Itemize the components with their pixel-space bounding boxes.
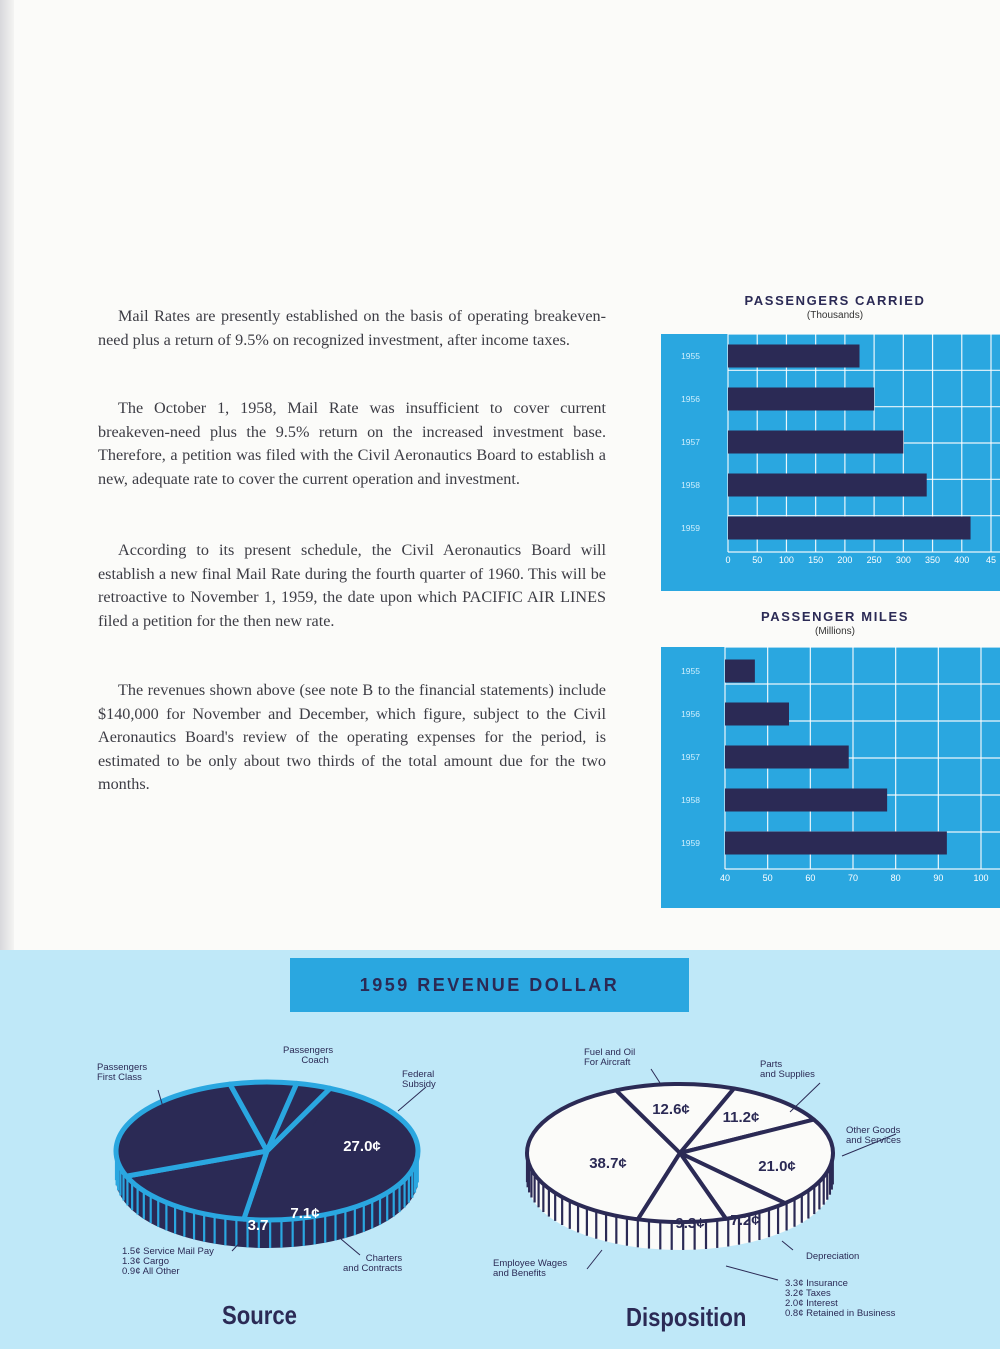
passenger-miles-chart [661,647,1000,908]
passenger-miles-year-label: 1955 [681,666,700,676]
source-pie-value-label: 7.1¢ [290,1205,320,1222]
paragraph-revenues: The revenues shown above (see note B to the financial statements) include $140,000 for November and December, which figure, subject to the Civil Aeronautics Board's review of the operating expenses for the period, is estimated to be only about two thirds of the total amount due for the two months. [98,681,606,793]
passenger-miles-year-label: 1956 [681,709,700,719]
paragraph-schedule: According to its present schedule, the Civil Aeronautics Board will establish a new final Mail Rate during the fourth quarter of 1960. This will be retroactive to November 1, 1959, the date upon which PACIFIC AIR LINES filed a petition for the then new rate. [98,541,606,630]
label-first-class: Passengers First Class [97,1062,148,1083]
passengers-carried-x-tick: 50 [752,555,763,565]
passenger-miles-bar-1956 [725,703,789,726]
label-fuel: Fuel and Oil For Aircraft [584,1047,636,1068]
label-other-revenue: 1.5¢ Service Mail Pay 1.3¢ Cargo 0.9¢ All Other [122,1246,214,1277]
passenger-miles-x-tick: 50 [762,873,773,883]
passenger-miles-bar-1957 [725,746,849,769]
passengers-carried-bar-1957 [728,431,903,454]
label-charters: Charters and Contracts [343,1253,403,1274]
leader-line [790,1083,820,1112]
passenger-miles-bar-1959 [725,832,947,855]
disposition-pie-value-label: 11.2¢ [722,1109,760,1126]
passengers-carried-panel [661,334,1000,591]
passengers-carried-x-tick: 250 [866,555,882,565]
passengers-carried-chart [661,334,1000,591]
disposition-title: Disposition [626,1302,747,1332]
passengers-carried-year-label: 1957 [681,437,700,447]
passengers-carried-bar-1958 [728,474,927,497]
revenue-dollar-banner: 1959 REVENUE DOLLAR [290,958,689,1012]
passenger-miles-year-label: 1959 [681,838,700,848]
passenger-miles-bar-1955 [725,660,755,683]
passenger-miles-panel [661,647,1000,908]
passenger-miles-x-tick: 90 [933,873,944,883]
passenger-miles-x-tick: 100 [973,873,989,883]
passengers-carried-bar-1956 [728,388,874,411]
leader-line [726,1266,778,1280]
passengers-carried-x-tick: 300 [895,555,911,565]
passenger-miles-subtitle: (Millions) [815,626,855,637]
passenger-miles-title: PASSENGER MILES [760,609,909,624]
passengers-carried-x-tick: 0 [725,555,731,565]
passengers-carried-year-label: 1958 [681,480,700,490]
source-title: Source [222,1300,297,1330]
disposition-pie-value-label: 9.3¢ [675,1215,705,1232]
disposition-pie-value-label: 7.2¢ [730,1212,760,1229]
label-depreciation: Depreciation [806,1251,860,1262]
paragraph-october-rate: The October 1, 1958, Mail Rate was insufficient to cover current breakeven-need plus the 9.5% return on the increased investment base. Therefore, a petition was filed with the Civil Aeronautics Board to establish a new, adequate rate to cover the current operation and investment. [98,399,606,488]
passengers-carried-year-label: 1955 [681,351,700,361]
passengers-carried-subtitle: (Thousands) [806,310,864,321]
passenger-miles-bar-1958 [725,789,887,812]
label-coach: Passengers Coach [283,1045,334,1066]
disposition-pie-value-label: 21.0¢ [758,1158,796,1175]
label-parts: Parts and Supplies [760,1059,815,1080]
passenger-miles-x-tick: 80 [890,873,901,883]
passengers-carried-title: PASSENGERS CARRIED [744,293,926,308]
label-other-goods: Other Goods and Services [846,1125,901,1146]
passengers-carried-x-tick: 200 [837,555,853,565]
leader-line [341,1239,360,1255]
passengers-carried-x-tick: 350 [925,555,941,565]
disposition-pie-value-label: 38.7¢ [589,1155,627,1172]
leader-line [587,1250,602,1269]
passenger-miles-x-tick: 40 [719,873,731,883]
label-federal-subsidy: Federal Subsidy [402,1069,436,1090]
passengers-carried-x-tick: 100 [778,555,794,565]
leader-line [398,1087,426,1111]
passenger-miles-x-tick: 70 [847,873,859,883]
source-pie-value-label: 27.0¢ [343,1138,381,1155]
label-misc-expenses: 3.3¢ Insurance 3.2¢ Taxes 2.0¢ Interest 0.8¢ Retained in Business [785,1278,896,1319]
leader-line [782,1241,793,1250]
paragraph-mail-rates: Mail Rates are presently established on the basis of operating breakeven-need plus a return of 9.5% on recognized investment, after income taxes. [98,307,606,349]
passenger-miles-year-label: 1957 [681,752,700,762]
passengers-carried-x-tick: 400 [954,555,970,565]
passenger-miles-year-label: 1958 [681,795,700,805]
passengers-carried-bar-1959 [728,517,971,540]
passengers-carried-bar-1955 [728,345,860,368]
passengers-carried-x-tick: 150 [808,555,824,565]
label-wages: Employee Wages and Benefits [493,1258,568,1279]
passengers-carried-year-label: 1956 [681,394,700,404]
passenger-miles-x-tick: 60 [805,873,816,883]
source-pie-value-label: 3.7 [247,1217,269,1234]
passengers-carried-x-tick: 45 [985,555,997,565]
disposition-pie-value-label: 12.6¢ [652,1101,690,1118]
passengers-carried-year-label: 1959 [681,523,700,533]
